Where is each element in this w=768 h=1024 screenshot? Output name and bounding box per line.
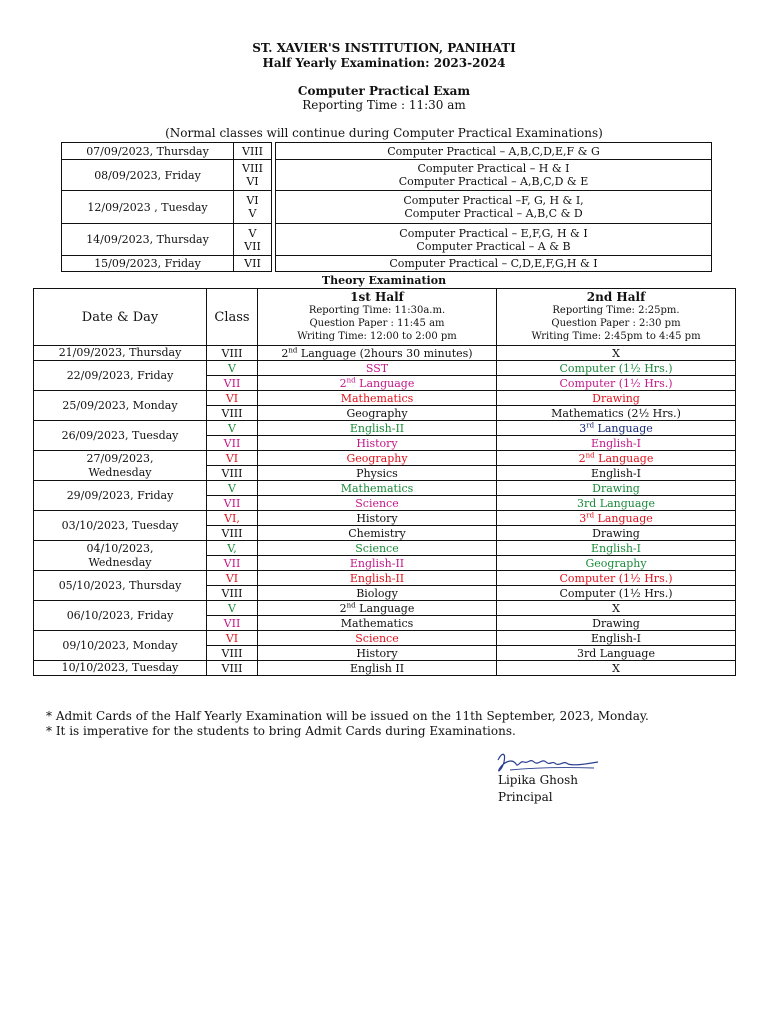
footer-note-bring-admit: * It is imperative for the students to bring Admit Cards during Examinations.: [46, 724, 516, 738]
table-row: [34, 421, 736, 436]
first-half-cell: Geography: [258, 406, 497, 421]
second-half-reporting: Reporting Time: 2:25pm.: [552, 305, 680, 316]
second-half-title: 2nd Half: [586, 290, 646, 304]
col-header-date: Date & Day: [34, 289, 207, 346]
class-cell: VIII: [207, 646, 258, 661]
practical-note: (Normal classes will continue during Computer Practical Examinations): [165, 126, 603, 140]
class-cell: VII: [207, 376, 258, 391]
second-half-cell: X: [497, 601, 736, 616]
first-half-reporting: Reporting Time: 11:30a.m.: [308, 305, 446, 316]
practical-class: VI: [246, 175, 259, 188]
class-cell: VII: [207, 616, 258, 631]
first-half-question: Question Paper : 11:45 am: [309, 318, 445, 329]
date-cell: 06/10/2023, Friday: [34, 601, 207, 631]
class-cell: VI: [207, 571, 258, 586]
practical-subject: Computer Practical – A,B,C,D,E,F & G: [276, 143, 712, 160]
first-half-cell: Geography: [258, 451, 497, 466]
table-row: [34, 391, 736, 406]
second-half-cell: 3rd Language: [497, 421, 736, 436]
practical-class: VII: [244, 239, 261, 253]
class-cell: VIII: [207, 586, 258, 601]
principal-name: Lipika Ghosh: [498, 773, 578, 787]
class-cell: V: [207, 361, 258, 376]
second-half-cell: English-I: [497, 466, 736, 481]
practical-subject: Computer Practical – A,B,C,D & E: [398, 175, 589, 188]
practical-date: 15/09/2023, Friday: [62, 256, 234, 272]
first-half-cell: Chemistry: [258, 526, 497, 541]
table-row: [34, 631, 736, 646]
practical-date: 12/09/2023 , Tuesday: [62, 191, 234, 224]
first-half-cell: SST: [258, 361, 497, 376]
col-header-second-half: [497, 289, 736, 346]
class-cell: VI: [207, 451, 258, 466]
class-cell: VI: [207, 391, 258, 406]
first-half-cell: History: [258, 646, 497, 661]
first-half-cell: History: [258, 436, 497, 451]
second-half-cell: Computer (1½ Hrs.): [497, 361, 736, 376]
second-half-cell: 3rd Language: [497, 496, 736, 511]
class-cell: VII: [207, 556, 258, 571]
footer-note-admit-cards: * Admit Cards of the Half Yearly Examination will be issued on the 11th September, 2023, Monday.: [46, 709, 649, 723]
practical-class: VIII: [242, 162, 263, 175]
theory-table: [33, 288, 736, 676]
second-half-cell: Computer (1½ Hrs.): [497, 586, 736, 601]
class-cell: V: [207, 601, 258, 616]
second-half-cell: Drawing: [497, 526, 736, 541]
class-cell: VIII: [207, 406, 258, 421]
second-half-cell: 3rd Language: [497, 511, 736, 526]
first-half-cell: English-II: [258, 556, 497, 571]
practical-date: 14/09/2023, Thursday: [62, 224, 234, 256]
practical-row: [62, 143, 712, 160]
date-cell: 25/09/2023, Monday: [34, 391, 207, 421]
practical-class: V: [248, 207, 257, 220]
practical-subject: Computer Practical –F, G, H & I,: [403, 194, 584, 207]
first-half-cell: Mathematics: [258, 616, 497, 631]
second-half-cell: Drawing: [497, 616, 736, 631]
class-cell: VII: [207, 496, 258, 511]
practical-class: VII: [234, 256, 272, 272]
second-half-writing: Writing Time: 2:45pm to 4:45 pm: [531, 331, 701, 342]
first-half-cell: Science: [258, 541, 497, 556]
second-half-cell: X: [497, 346, 736, 361]
second-half-cell: Mathematics (2½ Hrs.): [497, 406, 736, 421]
practical-date: 08/09/2023, Friday: [62, 160, 234, 191]
practical-subject: Computer Practical – H & I: [417, 162, 570, 175]
theory-title: Theory Examination: [321, 274, 447, 287]
table-row: [34, 571, 736, 586]
class-cell: VII: [207, 436, 258, 451]
first-half-cell: Mathematics: [258, 391, 497, 406]
second-half-cell: English-I: [497, 541, 736, 556]
table-row: [34, 661, 736, 676]
class-cell: VI: [207, 631, 258, 646]
second-half-question: Question Paper : 2:30 pm: [551, 318, 681, 329]
first-half-cell: English II: [258, 661, 497, 676]
first-half-cell: 2nd Language (2hours 30 minutes): [258, 346, 497, 361]
practical-table: [61, 142, 712, 272]
practical-row: [62, 224, 712, 256]
date-cell: 26/09/2023, Tuesday: [34, 421, 207, 451]
class-cell: V: [207, 481, 258, 496]
class-cell: VIII: [207, 346, 258, 361]
practical-class: V: [248, 226, 257, 240]
table-row: [34, 361, 736, 376]
first-half-cell: 2nd Language: [258, 601, 497, 616]
table-row: [34, 541, 736, 556]
class-cell: VI,: [207, 511, 258, 526]
second-half-cell: X: [497, 661, 736, 676]
exam-title: Half Yearly Examination: 2023-2024: [262, 56, 506, 70]
date-cell: 09/10/2023, Monday: [34, 631, 207, 661]
practical-subject: Computer Practical – C,D,E,F,G,H & I: [276, 256, 712, 272]
second-half-cell: English-I: [497, 631, 736, 646]
col-header-class: Class: [207, 289, 258, 346]
second-half-cell: 2nd Language: [497, 451, 736, 466]
practical-reporting-time: Reporting Time : 11:30 am: [302, 98, 466, 112]
first-half-cell: Physics: [258, 466, 497, 481]
date-cell: 05/10/2023, Thursday: [34, 571, 207, 601]
date-cell: 29/09/2023, Friday: [34, 481, 207, 511]
date-cell: 27/09/2023, Wednesday: [34, 451, 207, 481]
table-row: [34, 451, 736, 466]
second-half-cell: Drawing: [497, 391, 736, 406]
second-half-cell: Geography: [497, 556, 736, 571]
practical-title: Computer Practical Exam: [297, 84, 471, 98]
table-row: [34, 481, 736, 496]
second-half-cell: English-I: [497, 436, 736, 451]
first-half-cell: 2nd Language: [258, 376, 497, 391]
practical-row: [62, 191, 712, 224]
class-cell: V: [207, 421, 258, 436]
practical-date: 07/09/2023, Thursday: [62, 143, 234, 160]
second-half-cell: Computer (1½ Hrs.): [497, 571, 736, 586]
practical-row: [62, 256, 712, 272]
table-row: [34, 511, 736, 526]
first-half-cell: Science: [258, 631, 497, 646]
col-header-first-half: [258, 289, 497, 346]
first-half-cell: Science: [258, 496, 497, 511]
class-cell: V,: [207, 541, 258, 556]
second-half-cell: Computer (1½ Hrs.): [497, 376, 736, 391]
table-row: [34, 601, 736, 616]
second-half-cell: 3rd Language: [497, 646, 736, 661]
table-row: [34, 346, 736, 361]
date-cell: 22/09/2023, Friday: [34, 361, 207, 391]
practical-class: VIII: [234, 143, 272, 160]
principal-title: Principal: [498, 790, 553, 804]
first-half-cell: English-II: [258, 571, 497, 586]
class-cell: VIII: [207, 526, 258, 541]
first-half-title: 1st Half: [350, 290, 404, 304]
first-half-cell: History: [258, 511, 497, 526]
practical-row: [62, 160, 712, 191]
date-cell: 21/09/2023, Thursday: [34, 346, 207, 361]
date-cell: 04/10/2023, Wednesday: [34, 541, 207, 571]
first-half-cell: English-II: [258, 421, 497, 436]
first-half-cell: Mathematics: [258, 481, 497, 496]
second-half-cell: Drawing: [497, 481, 736, 496]
institution-name: ST. XAVIER'S INSTITUTION, PANIHATI: [252, 41, 516, 55]
practical-class: VI: [246, 194, 259, 207]
class-cell: VIII: [207, 661, 258, 676]
practical-subject: Computer Practical – E,F,G, H & I: [399, 226, 588, 240]
practical-subject: Computer Practical – A,B,C & D: [404, 207, 583, 220]
first-half-cell: Biology: [258, 586, 497, 601]
first-half-writing: Writing Time: 12:00 to 2:00 pm: [297, 331, 457, 342]
class-cell: VIII: [207, 466, 258, 481]
practical-subject: Computer Practical – A & B: [416, 239, 571, 253]
date-cell: 10/10/2023, Tuesday: [34, 661, 207, 676]
date-cell: 03/10/2023, Tuesday: [34, 511, 207, 541]
